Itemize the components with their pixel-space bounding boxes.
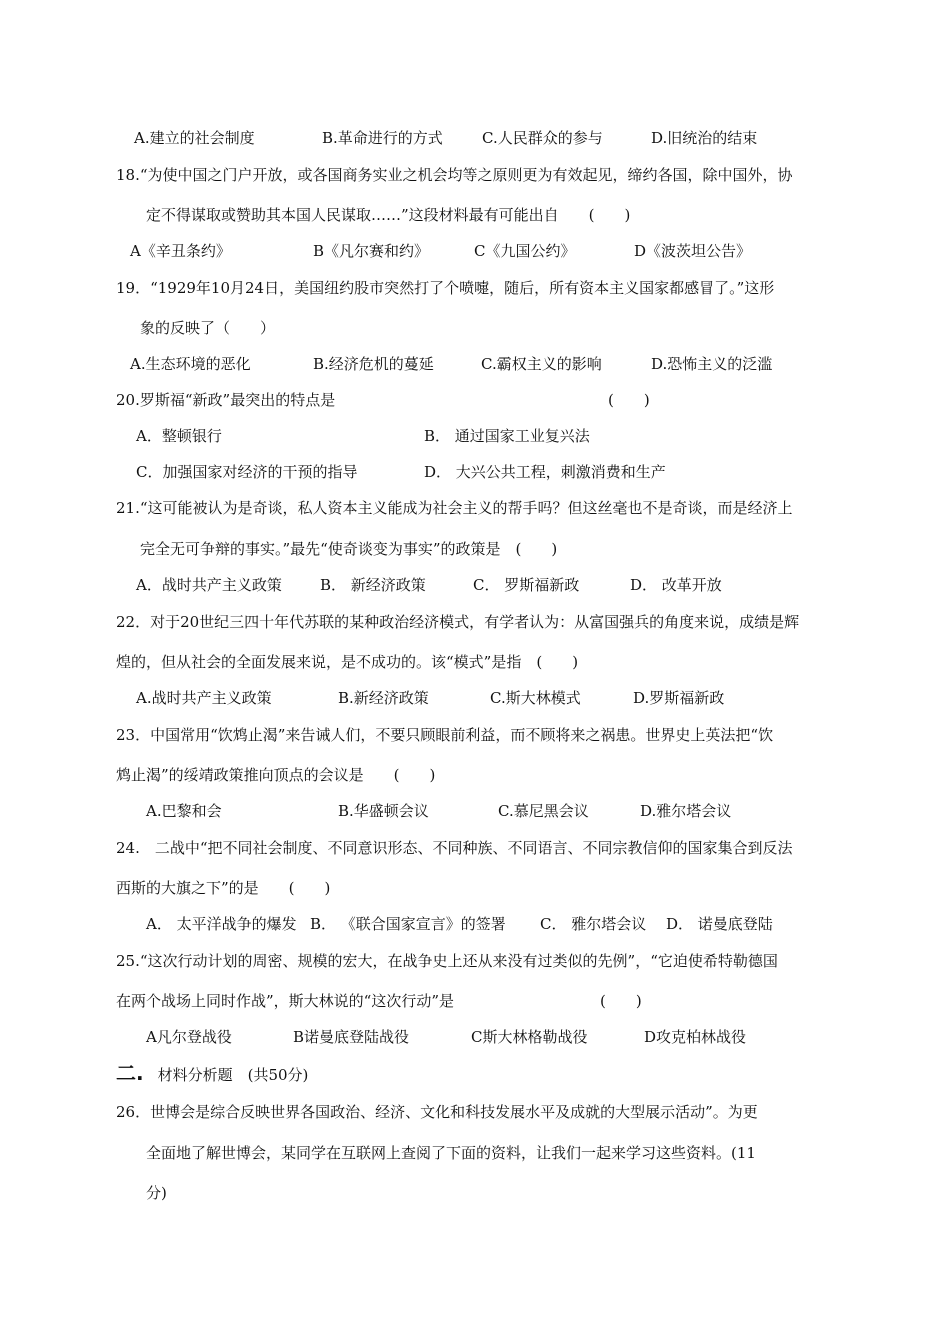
q23-stem-line1: 23．中国常用“饮鸩止渴”来告诫人们，不要只顾眼前利益，而不顾将来之祸患。世界史上英法把“饮: [116, 726, 774, 744]
q20-option-c: C．加强国家对经济的干预的指导: [136, 463, 358, 481]
q20-stem: 20.罗斯福“新政”最突出的特点是: [116, 391, 336, 409]
q19-stem-line1: 19．“1929年10月24日，美国纽约股市突然打了个喷嚏，随后，所有资本主义国家都感冒了。”这形: [116, 279, 775, 297]
q22-stem-line2: 煌的，但从社会的全面发展来说，是不成功的。该“模式”是指 ( ): [116, 653, 579, 671]
q19-option-d: D.恐怖主义的泛滥: [651, 355, 773, 373]
section-heading: [116, 1062, 308, 1086]
q24-stem-line1: 24. 二战中“把不同社会制度、不同意识形态、不同种族、不同语言、不同宗教信仰的国家集合到反法: [116, 839, 793, 857]
q24-option-a: A． 太平洋战争的爆发: [146, 915, 297, 933]
q25-answer-paren: ( ): [600, 992, 642, 1010]
q21-option-a: A．战时共产主义政策: [136, 576, 282, 594]
q23-option-c: C.慕尼黑会议: [498, 802, 589, 820]
q24-option-c: C． 雅尔塔会议: [540, 915, 647, 933]
q24-stem-line2: 西斯的大旗之下”的是 ( ): [116, 879, 331, 897]
q25-option-a: A凡尔登战役: [146, 1028, 232, 1046]
q23-stem-line2: 鸩止渴”的绥靖政策推向顶点的会议是 ( ): [116, 766, 436, 784]
q20-option-d: D． 大兴公共工程，刺激消费和生产: [424, 463, 666, 481]
q25-option-c: C斯大林格勒战役: [471, 1028, 588, 1046]
section-title: 材料分析题 (共50分): [157, 1066, 309, 1084]
q25-option-b: B诺曼底登陆战役: [293, 1028, 410, 1046]
q22-stem-line1: 22．对于20世纪三四十年代苏联的某种政治经济模式，有学者认为：从富国强兵的角度来说，成绩是辉: [116, 613, 800, 631]
q17-option-d: D.旧统治的结束: [651, 129, 758, 147]
section-number: 二.: [116, 1061, 144, 1085]
q26-stem-line2: 全面地了解世博会，某同学在互联网上查阅了下面的资料，让我们一起来学习这些资料。(11: [146, 1144, 756, 1162]
q26-stem-line3: 分): [146, 1184, 167, 1202]
q23-option-b: B.华盛顿会议: [338, 802, 429, 820]
q18-option-c: C《九国公约》: [474, 242, 576, 260]
q18-stem-line2: 定不得谋取或赞助其本国人民谋取……”这段材料最有可能出自 ( ): [146, 206, 631, 224]
q22-option-d: D.罗斯福新政: [633, 689, 725, 707]
q25-option-d: D攻克柏林战役: [644, 1028, 747, 1046]
q20-option-b: B． 通过国家工业复兴法: [424, 427, 590, 445]
q19-option-a: A.生态环境的恶化: [130, 355, 251, 373]
q23-option-d: D.雅尔塔会议: [640, 802, 732, 820]
q21-stem-line1: 21.“这可能被认为是奇谈，私人资本主义能成为社会主义的帮手吗？但这丝毫也不是奇谈，而是经济上: [116, 499, 793, 517]
q19-option-b: B.经济危机的蔓延: [313, 355, 434, 373]
q24-option-d: D． 诺曼底登陆: [666, 915, 773, 933]
q18-stem-line1: 18.“为使中国之门户开放，或各国商务实业之机会均等之原则更为有效起见，缔约各国，除中国外，协: [116, 166, 793, 184]
q18-option-a: A《辛丑条约》: [130, 242, 231, 260]
q17-option-b: B.革命进行的方式: [322, 129, 443, 147]
q21-option-c: C． 罗斯福新政: [473, 576, 580, 594]
q22-option-b: B.新经济政策: [338, 689, 429, 707]
q21-option-d: D． 改革开放: [630, 576, 722, 594]
q23-option-a: A.巴黎和会: [146, 802, 222, 820]
q21-option-b: B． 新经济政策: [320, 576, 426, 594]
q22-option-c: C.斯大林模式: [490, 689, 581, 707]
q21-stem-line2: 完全无可争辩的事实。”最先“使奇谈变为事实”的政策是 ( ): [140, 540, 558, 558]
q25-stem-line1: 25.“这次行动计划的周密、规模的宏大，在战争史上还从来没有过类似的先例”，“它迫使希特勒德国: [116, 952, 778, 970]
q19-option-c: C.霸权主义的影响: [481, 355, 602, 373]
q20-option-a: A．整顿银行: [136, 427, 222, 445]
q18-option-d: D《波茨坦公告》: [634, 242, 752, 260]
q24-option-b: B． 《联合国家宣言》的签署: [310, 915, 506, 933]
q17-option-c: C.人民群众的参与: [482, 129, 603, 147]
q17-option-a: A.建立的社会制度: [134, 129, 255, 147]
q26-stem-line1: 26．世博会是综合反映世界各国政治、经济、文化和科技发展水平及成就的大型展示活动”。为更: [116, 1103, 758, 1121]
q22-option-a: A.战时共产主义政策: [136, 689, 272, 707]
q18-option-b: B《凡尔赛和约》: [313, 242, 430, 260]
q25-stem-line2: 在两个战场上同时作战”，斯大林说的“这次行动”是: [116, 992, 455, 1010]
q20-answer-paren: ( ): [608, 391, 650, 409]
q19-stem-line2: 象的反映了（ ）: [140, 319, 276, 337]
